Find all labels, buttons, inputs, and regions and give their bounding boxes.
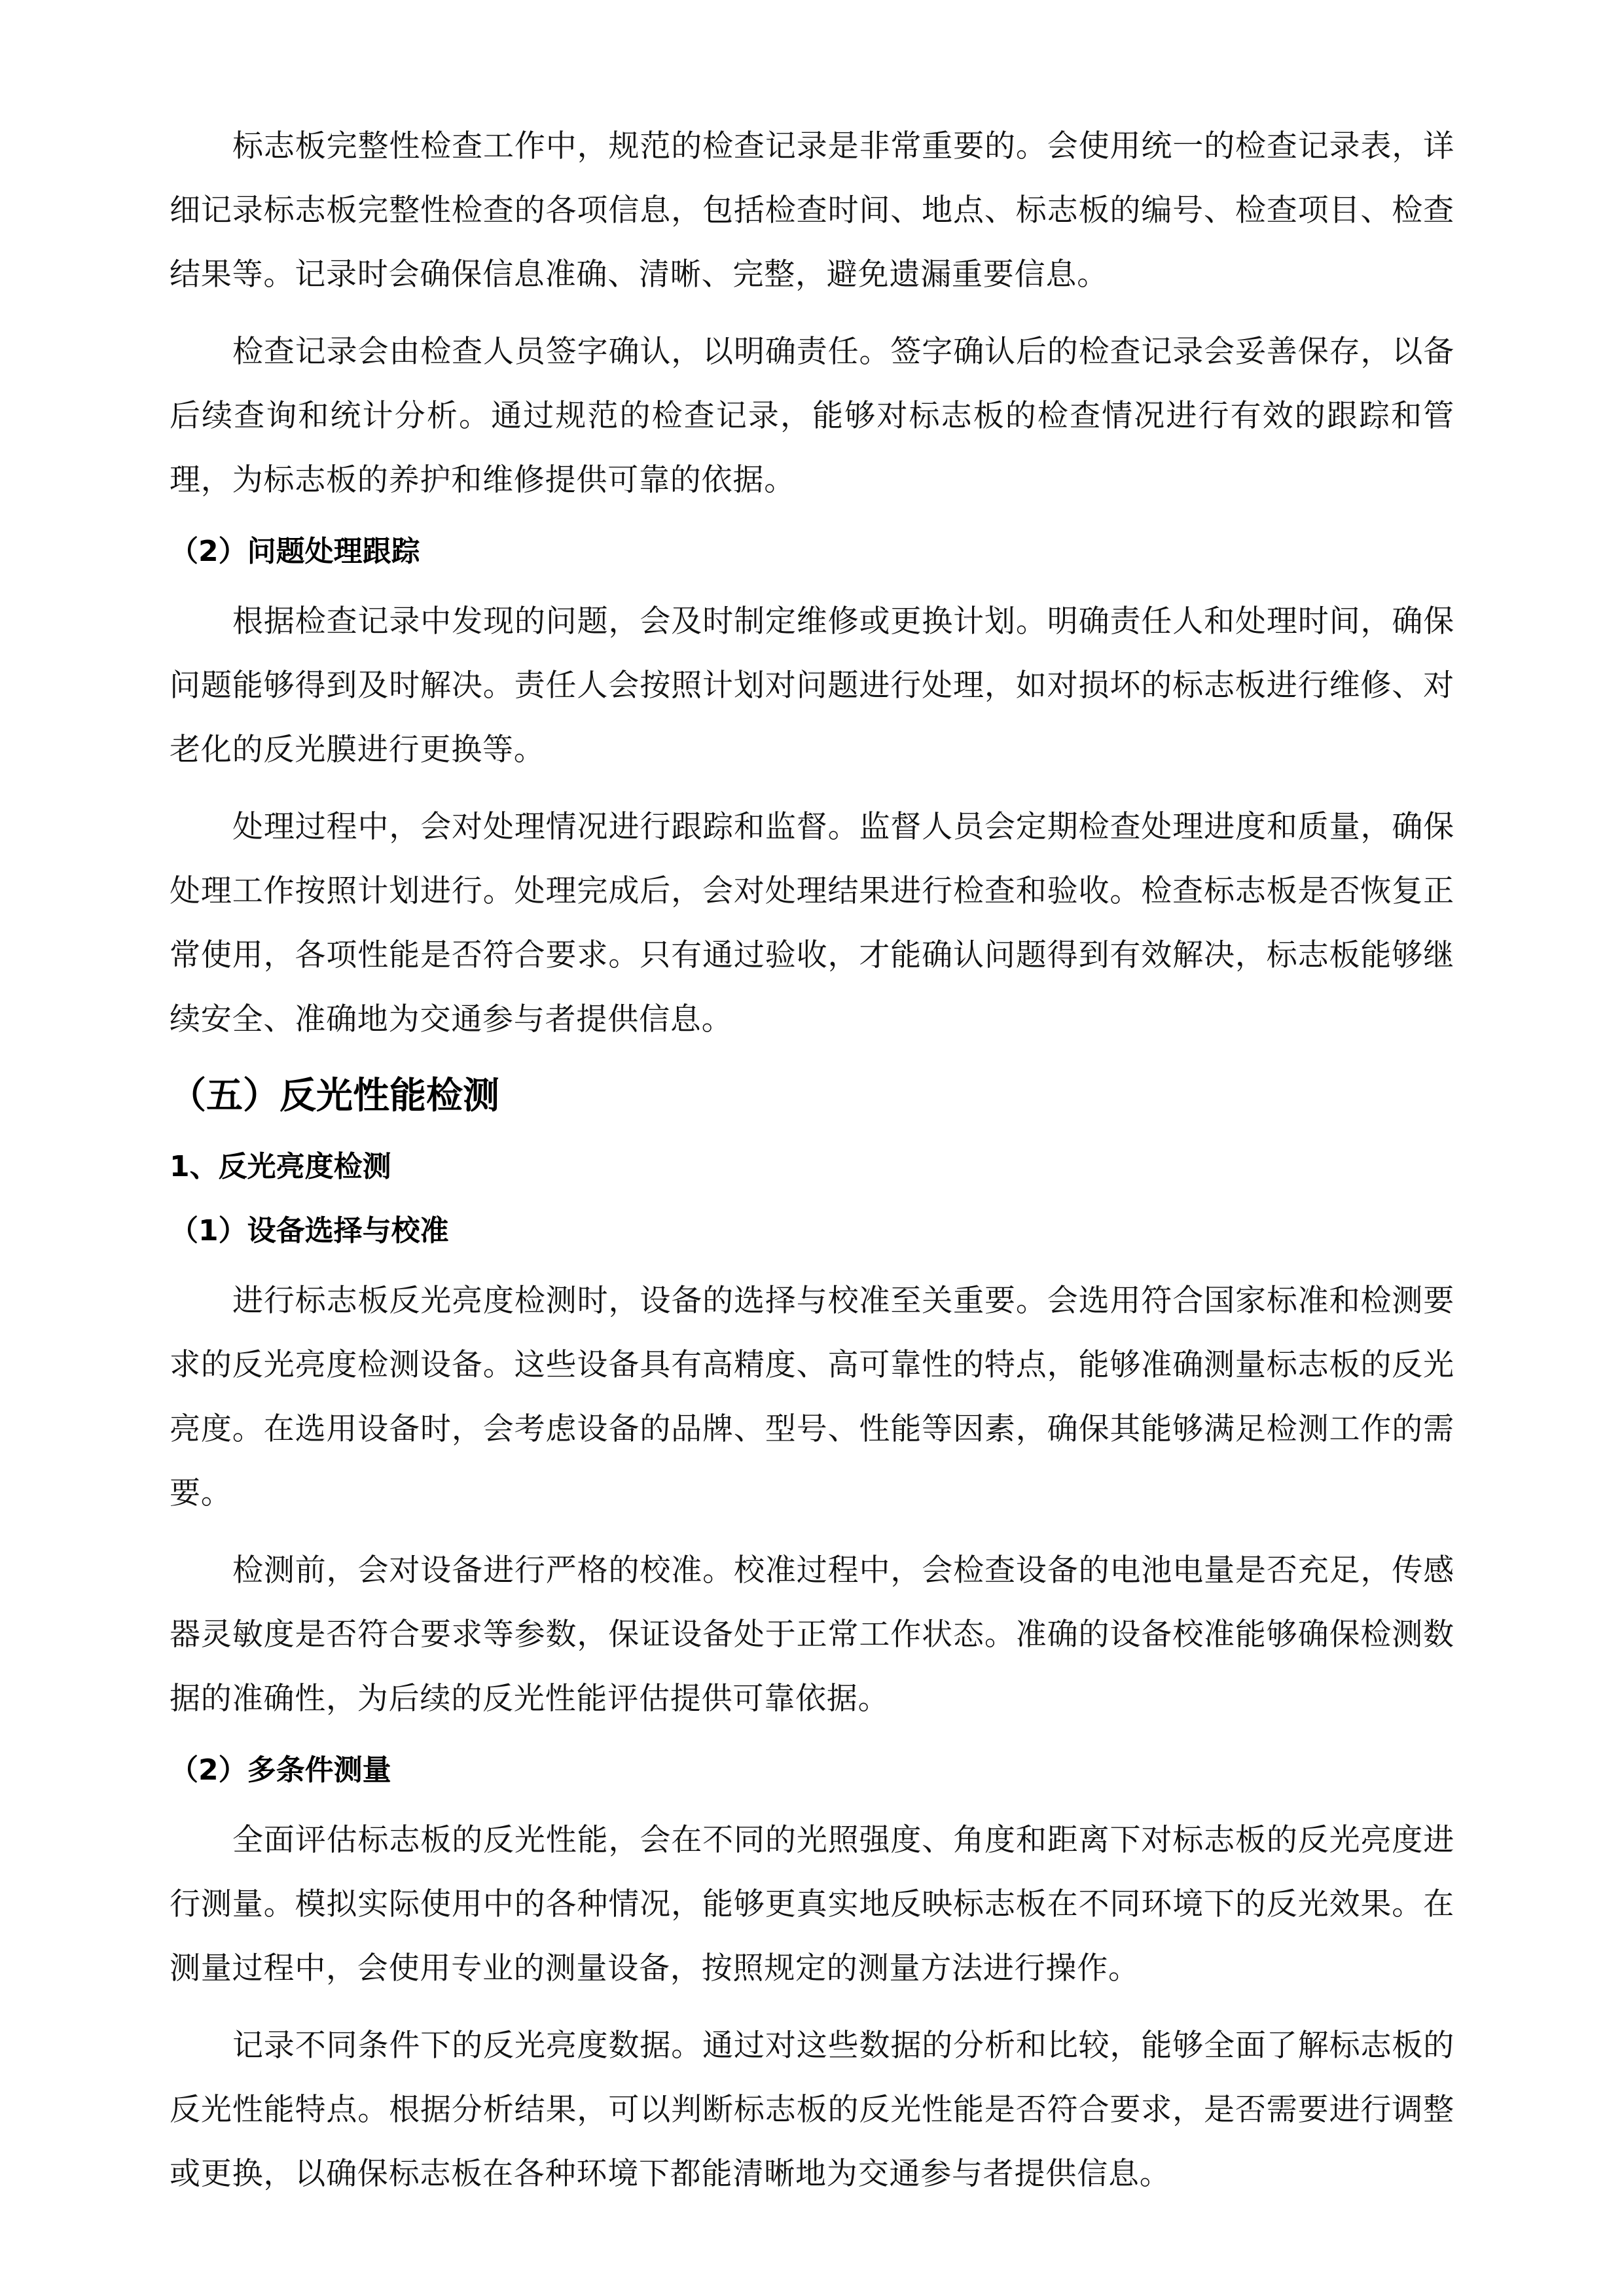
- paragraph-data-analysis: 记录不同条件下的反光亮度数据。通过对这些数据的分析和比较，能够全面了解标志板的反光性能特点。根据分析结果，可以判断标志板的反光性能是否符合要求，是否需要进行调整或更换，以确保标志板在各种环境下都能清晰地为交通参与者提供信息。: [170, 2028, 1454, 2192]
- heading-reflective-brightness: 1、反光亮度检测: [170, 1150, 391, 1183]
- section-heading-reflective-testing: （五）反光性能检测: [170, 1075, 499, 1117]
- subheading-multi-condition: （2）多条件测量: [170, 1753, 391, 1787]
- subheading-equipment-calibration: （1）设备选择与校准: [170, 1214, 449, 1247]
- paragraph-record-keeping: 标志板完整性检查工作中，规范的检查记录是非常重要的。会使用统一的检查记录表，详细记录标志板完整性检查的各项信息，包括检查时间、地点、标志板的编号、检查项目、检查结果等。记录时会确保信息准确、清晰、完整，避免遗漏重要信息。: [170, 128, 1454, 293]
- document-body: [170, 115, 1454, 2219]
- paragraph-supervision: 处理过程中，会对处理情况进行跟踪和监督。监督人员会定期检查处理进度和质量，确保处理工作按照计划进行。处理完成后，会对处理结果进行检查和验收。检查标志板是否恢复正常使用，各项性能是否符合要求。只有通过验收，才能确认问题得到有效解决，标志板能够继续安全、准确地为交通参与者提供信息。: [170, 809, 1454, 1037]
- paragraph-record-signature: 检查记录会由检查人员签字确认，以明确责任。签字确认后的检查记录会妥善保存，以备后续查询和统计分析。通过规范的检查记录，能够对标志板的检查情况进行有效的跟踪和管理，为标志板的养护和维修提供可靠的依据。: [170, 334, 1454, 498]
- subheading-issue-tracking: （2）问题处理跟踪: [170, 535, 420, 568]
- paragraph-equipment-selection: 进行标志板反光亮度检测时，设备的选择与校准至关重要。会选用符合国家标准和检测要求的反光亮度检测设备。这些设备具有高精度、高可靠性的特点，能够准确测量标志板的反光亮度。在选用设备时，会考虑设备的品牌、型号、性能等因素，确保其能够满足检测工作的需要。: [170, 1283, 1454, 1511]
- paragraph-repair-plan: 根据检查记录中发现的问题，会及时制定维修或更换计划。明确责任人和处理时间，确保问题能够得到及时解决。责任人会按照计划对问题进行处理，如对损坏的标志板进行维修、对老化的反光膜进行更换等。: [170, 603, 1454, 768]
- paragraph-measurement: 全面评估标志板的反光性能，会在不同的光照强度、角度和距离下对标志板的反光亮度进行测量。模拟实际使用中的各种情况，能够更真实地反映标志板在不同环境下的反光效果。在测量过程中，会使用专业的测量设备，按照规定的测量方法进行操作。: [170, 1822, 1454, 1986]
- paragraph-calibration: 检测前，会对设备进行严格的校准。校准过程中，会检查设备的电池电量是否充足，传感器灵敏度是否符合要求等参数，保证设备处于正常工作状态。准确的设备校准能够确保检测数据的准确性，为后续的反光性能评估提供可靠依据。: [170, 1552, 1454, 1717]
